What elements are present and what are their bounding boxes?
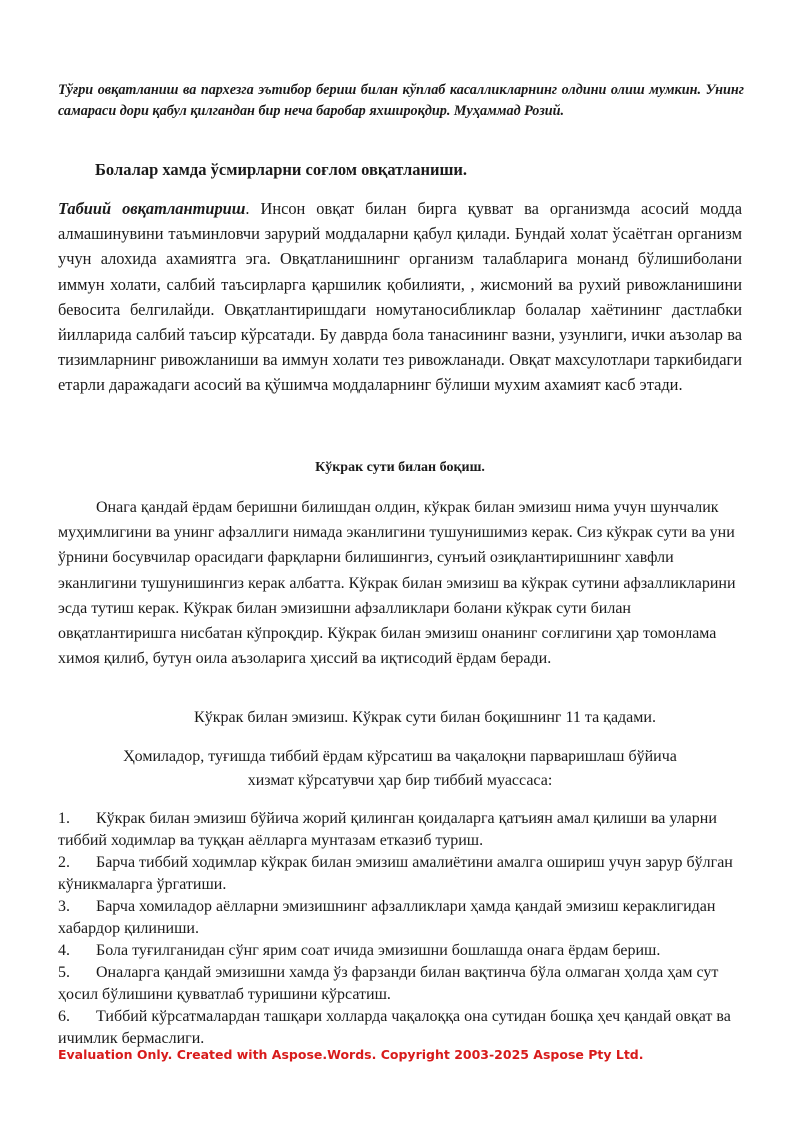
list-item-text: Барча хомиладор аёлларни эмизишнинг афзалликлари ҳамда қандай эмизиш кераклигидан хабардор қилиниши. bbox=[58, 898, 716, 937]
list-item-text: Оналарга қандай эмизишни хамда ўз фарзанди билан вақтинча бўла олмаган ҳолда ҳам сут ҳосил бўлишини қувватлаб туришини кўрсатиш. bbox=[58, 964, 719, 1003]
list-item-text: Барча тиббий ходимлар кўкрак билан эмизиш амалиётини амалга ошириш учун зарур бўлган кўникмаларга ўргатиши. bbox=[58, 854, 733, 893]
intro-text: . Инсон овқат билан бирга қувват ва организмда асосий модда алмашинувини таъминловчи зарурий моддаларни қабул қилади. Бундай холат ўсаётган организм учун алохида ахамиятга эга. Овқатланишнинг организм талабларига монанд бўлишиболани иммун холати, салбий таъсирларга қаршилик қобилияти, , жисмоний ва рухий ривожланишини бевосита белгилайди. Овқатлантиришдаги номутаносибликлар болалар хаётининг дастлабки йилларида салбий таъсир кўрсатади. Бу даврда бола танасининг вазни, узунлиги, ички аъзолар ва тизимларнинг ривожланиши ва иммун холати тез ривожланади. Овқат махсулотлари таркибидаги етарли даражадаги асосий ва қўшимча моддаларнинг бўлиши мухим ахамият касб этади. bbox=[58, 199, 743, 395]
org-title-line1: Ҳомиладор, туғишда тиббий ёрдам кўрсатиш ва чақалоқни парваришлаш бўйича bbox=[123, 748, 677, 765]
list-item-text: Тиббий кўрсатмалардан ташқари холларда чақалоққа она сутидан бошқа ҳеч қандай овқат ва ичимлик бермаслиги. bbox=[58, 1008, 731, 1047]
list-item-number: 6. bbox=[58, 1008, 70, 1025]
list-item bbox=[58, 896, 748, 940]
list-item-text: Бола туғилганидан сўнг ярим соат ичида эмизишни бошлашда онага ёрдам бериш. bbox=[96, 942, 661, 959]
list-item-text: Кўкрак билан эмизиш бўйича жорий қилинган қоидаларга қатъиян амал қилиши ва уларни тиббий ходимлар ва туққан аёлларга мунтазам етказиб туриш. bbox=[58, 810, 717, 849]
list-item-number: 1. bbox=[58, 810, 70, 827]
org-title bbox=[0, 745, 800, 793]
breastfeeding-text: Онага қандай ёрдам беришни билишдан олдин, кўкрак билан эмизиш нима учун шунчалик муҳимлигини ва унинг афзаллиги нимада эканлигини тушунишимиз керак. Сиз кўкрак сути ва уни ўрнини босувчилар орасидаги фарқларни билишингиз, сунъий озиқлантиришнинг хавфли эканлигини тушунишингиз керак албатта. Кўкрак билан эмизиш ва кўкрак сутини афзалликларини эсда тутиш керак. Кўкрак билан эмизишни афзалликлари болани кўкрак сути билан овқатлантиришга нисбатан кўпроқдир. Кўкрак билан эмизиш онанинг соғлигини ҳар томонлама химоя қилиб, бутун оила аъзоларига ҳиссий ва иқтисодий ёрдам беради. bbox=[58, 499, 736, 668]
intro-lead: Табиий овқатлантириш bbox=[58, 199, 246, 218]
evaluation-watermark: Evaluation Only. Created with Aspose.Words. Copyright 2003-2025 Aspose Pty Ltd. bbox=[58, 1047, 644, 1062]
list-item bbox=[58, 940, 748, 962]
steps-title: Кўкрак билан эмизиш. Кўкрак сути билан боқишнинг 11 та қадами. bbox=[194, 709, 656, 726]
list-item-number: 5. bbox=[58, 964, 70, 981]
org-title-line2: хизмат кўрсатувчи ҳар бир тиббий муассаса: bbox=[247, 772, 553, 789]
section-title: Болалар хамда ўсмирларни соғлом овқатланиши. bbox=[95, 160, 468, 179]
intro-paragraph bbox=[58, 196, 742, 398]
steps-list bbox=[58, 808, 748, 1050]
list-item bbox=[58, 852, 748, 896]
list-item-number: 2. bbox=[58, 854, 70, 871]
breastfeeding-paragraph bbox=[58, 495, 742, 671]
list-item bbox=[58, 808, 748, 852]
list-item-number: 4. bbox=[58, 942, 70, 959]
list-item bbox=[58, 1006, 748, 1050]
subheading-breastfeeding: Кўкрак сути билан боқиш. bbox=[315, 460, 485, 475]
list-item bbox=[58, 962, 748, 1006]
epigraph-quote: Тўғри овқатланиш ва пархезга эътибор бериш билан кўплаб касалликларнинг олдини олиш мумкин. Унинг самараси дори қабул қилгандан бир неча баробар яхшироқдир. Муҳаммад Розий. bbox=[58, 82, 744, 119]
list-item-number: 3. bbox=[58, 898, 70, 915]
